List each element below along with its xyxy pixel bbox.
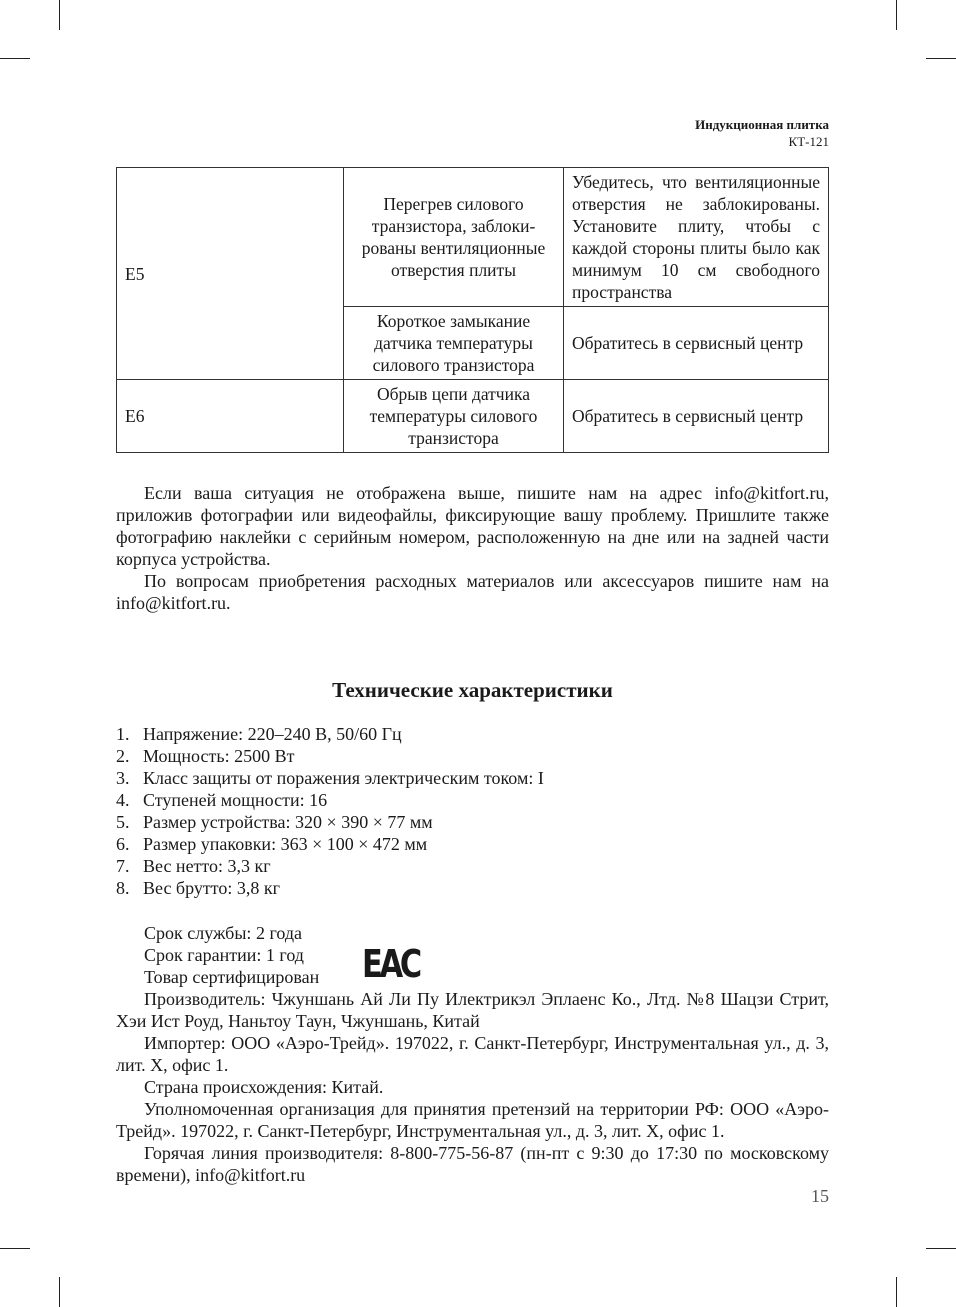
crop-mark bbox=[0, 58, 30, 59]
fault-action: Обратитесь в сервисный центр bbox=[564, 307, 829, 380]
importer-info: Импортер: ООО «Аэро-Трейд». 197022, г. Санкт-Петербург, Инструментальная ул., д. 3, лит. Х, офис 1. bbox=[116, 1033, 829, 1075]
list-item: 2. Мощность: 2500 Вт bbox=[116, 746, 295, 766]
origin-country: Страна происхождения: Китай. bbox=[144, 1077, 384, 1097]
crop-mark bbox=[926, 58, 956, 59]
contact-paragraph: Если ваша ситуация не отображена выше, пишите нам на адрес info@kitfort.ru, приложив фотографии или видеофайлы, фиксирующие вашу проблему. Пришлите также фотографию наклейки с серийным номером, расположенную на дне или на задней части корпуса устройства. bbox=[116, 483, 829, 569]
service-info bbox=[144, 922, 319, 988]
running-header bbox=[695, 116, 829, 150]
list-item: 1. Напряжение: 220–240 В, 50/60 Гц bbox=[116, 724, 402, 744]
warranty-period: Срок гарантии: 1 год bbox=[144, 945, 304, 965]
header-title: Индукционная плитка bbox=[695, 117, 829, 132]
section-title: Технические характеристики bbox=[332, 678, 613, 702]
page-number: 15 bbox=[811, 1186, 829, 1206]
crop-mark bbox=[59, 0, 60, 30]
list-item: 7. Вес нетто: 3,3 кг bbox=[116, 856, 271, 876]
crop-mark bbox=[926, 1248, 956, 1249]
fault-cause: Обрыв цепи датчика температуры силового транзистора bbox=[344, 380, 564, 453]
list-item: 4. Ступеней мощности: 16 bbox=[116, 790, 328, 810]
list-item: 5. Размер устройства: 320 × 390 × 77 мм bbox=[116, 812, 433, 832]
service-life: Срок службы: 2 года bbox=[144, 923, 303, 943]
certification-note: Товар сертифицирован bbox=[144, 967, 320, 987]
crop-mark bbox=[0, 1248, 30, 1249]
header-model: КТ-121 bbox=[788, 134, 829, 149]
accessories-paragraph: По вопросам приобретения расходных материалов или аксессуаров пишите нам на info@kitfort.ru. bbox=[116, 571, 829, 613]
specs-list bbox=[116, 723, 544, 899]
eac-mark-icon: EAC bbox=[362, 942, 420, 986]
legal-section bbox=[116, 988, 829, 1186]
contact-section bbox=[116, 482, 829, 614]
list-item: 3. Класс защиты от поражения электрическим током: I bbox=[116, 768, 544, 788]
authorized-organization: Уполномоченная организация для принятия претензий на территории РФ: ООО «Аэро-Трейд». 197022, г. Санкт-Петербург, Инструментальная ул., д. 3, лит. Х, офис 1. bbox=[116, 1099, 829, 1141]
fault-table bbox=[116, 167, 829, 453]
fault-code-e5: Е5 bbox=[117, 168, 344, 380]
fault-cause: Перегрев силового транзистора, заблокированы вентиляционные отверстия плиты bbox=[344, 168, 564, 307]
crop-mark bbox=[896, 0, 897, 30]
table-row bbox=[117, 380, 829, 453]
hotline-info: Горячая линия производителя: 8-800-775-56-87 (пн-пт с 9:30 до 17:30 по московскому времени), info@kitfort.ru bbox=[116, 1143, 829, 1185]
fault-cause: Короткое замыкание датчика температуры силового транзистора bbox=[344, 307, 564, 380]
fault-action: Убедитесь, что вентиляционные отверстия не заблокированы. Установите плиту, чтобы с каждой стороны плиты было как минимум 10 см свободного пространства bbox=[564, 168, 829, 307]
crop-mark bbox=[896, 1277, 897, 1307]
crop-mark bbox=[59, 1277, 60, 1307]
manufacturer-info: Производитель: Чжуншань Ай Ли Пу Илектрикэл Эплаенс Ко., Лтд. №8 Шацзи Стрит, Хэи Ист Роуд, Наньтоу Таун, Чжуншань, Китай bbox=[116, 989, 829, 1031]
fault-code-e6: Е6 bbox=[117, 380, 344, 453]
fault-action: Обратитесь в сервисный центр bbox=[564, 380, 829, 453]
list-item: 8. Вес брутто: 3,8 кг bbox=[116, 878, 280, 898]
list-item: 6. Размер упаковки: 363 × 100 × 472 мм bbox=[116, 834, 428, 854]
table-row bbox=[117, 168, 829, 307]
